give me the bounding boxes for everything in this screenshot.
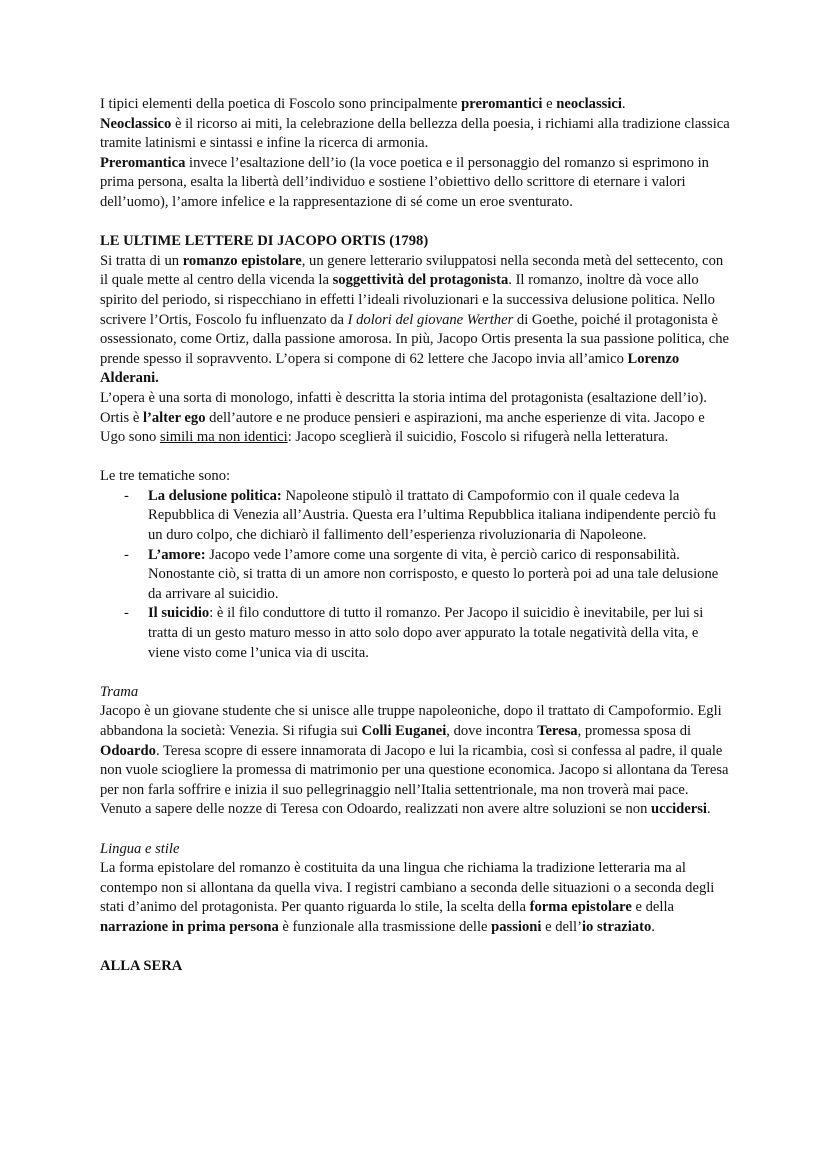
bold-term: L’amore: xyxy=(148,546,206,563)
list-item xyxy=(124,546,732,605)
spacer xyxy=(100,448,732,468)
ortis-paragraph-2 xyxy=(100,389,732,448)
bold-term: io straziato xyxy=(581,918,652,935)
section-heading-lingua: Lingua e stile xyxy=(100,840,180,857)
bold-term: narrazione in prima persona xyxy=(100,918,279,935)
text: dell’autore e ne produce pensieri e aspirazioni, ma anche esperienze di vita. Jacopo e Ugo sono xyxy=(100,409,705,446)
themes-list xyxy=(100,487,732,663)
text: , dove incontra xyxy=(446,723,538,739)
ortis-paragraph-1 xyxy=(100,252,732,389)
text: Napoleone stipulò il trattato di Campoformio con il quale cedeva la Repubblica di Venezia all’Austria. Questa era l’ultima Repubblica italiana indipendente perciò fu un duro colpo, che dichiarò il fallimento dell’esperienza rivoluzionaria di Napoleone. xyxy=(148,487,716,544)
spacer xyxy=(100,213,732,233)
section-heading-alla-sera: ALLA SERA xyxy=(100,958,183,975)
bold-term: Lorenzo Alderani. xyxy=(100,350,680,387)
text: : è il filo conduttore di tutto il romanzo. Per Jacopo il suicidio è inevitabile, per lui si tratta di un gesto maturo messo in atto solo dopo aver appurato la totale negatività della vita, e viene visto come l’unica via di uscita. xyxy=(148,605,704,661)
list-item xyxy=(124,604,732,663)
spacer xyxy=(100,820,732,840)
text: . xyxy=(651,918,655,935)
italic-title: I dolori del giovane Werther xyxy=(347,311,514,328)
bold-term: soggettività del protagonista xyxy=(332,272,509,289)
text: e della xyxy=(631,899,674,916)
text: La forma epistolare del romanzo è costituita da una lingua che richiama la tradizione letteraria ma al contempo non si allontana da quella viva. I registri cambiano a seconda delle situazioni o a seconda degli stati d’animo del protagonista. Per quanto riguarda lo stile, la scelta della xyxy=(100,860,715,916)
text: . Il romanzo, inoltre dà voce allo spirito del periodo, si rispecchiano in effetti l’ideali rivoluzionari e la successiva delusione politica. Nello scrivere l’Ortis, Foscolo fu influenzato da xyxy=(100,272,715,328)
text: L’opera è una sorta di monologo, infatti è descritta la storia intima del protagonista (esaltazione dell’io). Ortis è xyxy=(100,389,707,426)
bold-term: uccidersi xyxy=(651,801,707,818)
text: I tipici elementi della poetica di Foscolo sono principalmente xyxy=(100,96,462,112)
lingua-paragraph xyxy=(100,859,732,937)
text: , promessa sposa di xyxy=(577,723,692,739)
text: : Jacopo sceglierà il suicidio, Foscolo si rifugerà nella letteratura. xyxy=(287,429,669,446)
list-dash: - xyxy=(124,605,129,622)
spacer xyxy=(100,663,732,683)
text: . Teresa scopre di essere innamorata di Jacopo e lui la ricambia, così si confessa al padre, il quale non vuole sciogliere la promessa di matrimonio per una questione economica. Jacopo si allontana da Teresa per non farla soffrire e inizia il suo pellegrinaggio nell’Italia settentrionale, ma non troverà mai pace. Venuto a sapere delle nozze di Teresa con Odoardo, realizzati non avere altre soluzioni se non xyxy=(100,742,729,818)
text: Jacopo è un giovane studente che si unisce alle truppe napoleoniche, dopo il trattato di Campoformio. Egli abbandona la società: Venezia. Si rifugia sui xyxy=(100,703,722,739)
bold-term: La delusione politica: xyxy=(148,487,282,504)
spacer xyxy=(100,938,732,958)
text: è il ricorso ai miti, la celebrazione della bellezza della poesia, i richiami alla tradizione classica tramite latinismi e sintassi e infine la ricerca di armonia. xyxy=(100,115,730,152)
themes-intro: Le tre tematiche sono: xyxy=(100,468,231,485)
bold-term: passioni xyxy=(491,918,542,935)
bold-term: Preromantica xyxy=(100,154,186,171)
text: Jacopo vede l’amore come una sorgente di vita, è perciò carico di responsabilità. Nonostante ciò, si tratta di un amore non corrisposto, e questo lo porterà poi ad una tale delusione da arrivare al suicidio. xyxy=(148,546,719,602)
bold-term: Teresa xyxy=(537,723,578,739)
bold-term: Il suicidio xyxy=(148,605,210,622)
list-dash: - xyxy=(124,546,129,563)
bold-term: Neoclassico xyxy=(100,115,172,132)
trama-paragraph xyxy=(100,702,732,820)
bold-term: Colli Euganei xyxy=(361,723,447,739)
text: invece l’esaltazione dell’io (la voce poetica e il personaggio del romanzo si esprimono in prima persona, esalta la libertà dell’individuo e sostiene l’obiettivo dello scrittore di eternare i valori dell’uomo), l’amore infelice e la rappresentazione di sé come un eroe sventurato. xyxy=(100,154,709,210)
section-heading-trama: Trama xyxy=(100,683,139,700)
section-heading-ortis: LE ULTIME LETTERE DI JACOPO ORTIS (1798) xyxy=(100,233,429,250)
bold-term: romanzo epistolare xyxy=(182,252,302,269)
intro-paragraph-2 xyxy=(100,115,732,154)
text: . xyxy=(706,801,711,818)
bold-term: neoclassici xyxy=(556,96,622,112)
text: è funzionale alla trasmissione delle xyxy=(278,918,492,935)
text: . xyxy=(621,96,626,112)
text: Si tratta di un xyxy=(100,252,183,269)
text: e xyxy=(542,96,557,112)
list-item xyxy=(124,487,732,546)
bold-term: Odoardo xyxy=(100,742,156,759)
intro-paragraph-1 xyxy=(100,95,732,115)
intro-paragraph-3 xyxy=(100,154,732,213)
underlined-term: simili ma non identici xyxy=(160,429,288,446)
bold-term: forma epistolare xyxy=(529,899,632,916)
bold-term: preromantici xyxy=(461,96,543,112)
list-dash: - xyxy=(124,487,129,504)
text: di Goethe, poiché il protagonista è ossessionato, come Ortiz, dalla passione amorosa. In più, Jacopo Ortis presenta la sua passione politica, che prende spesso il sopravvento. L’opera si compone di 62 lettere che Jacopo invia all’amico xyxy=(100,311,729,367)
text: e dell’ xyxy=(541,918,582,935)
text: , un genere letterario sviluppatosi nella seconda metà del settecento, con il quale mette al centro della vicenda la xyxy=(100,252,724,289)
bold-term: l’alter ego xyxy=(142,409,206,426)
